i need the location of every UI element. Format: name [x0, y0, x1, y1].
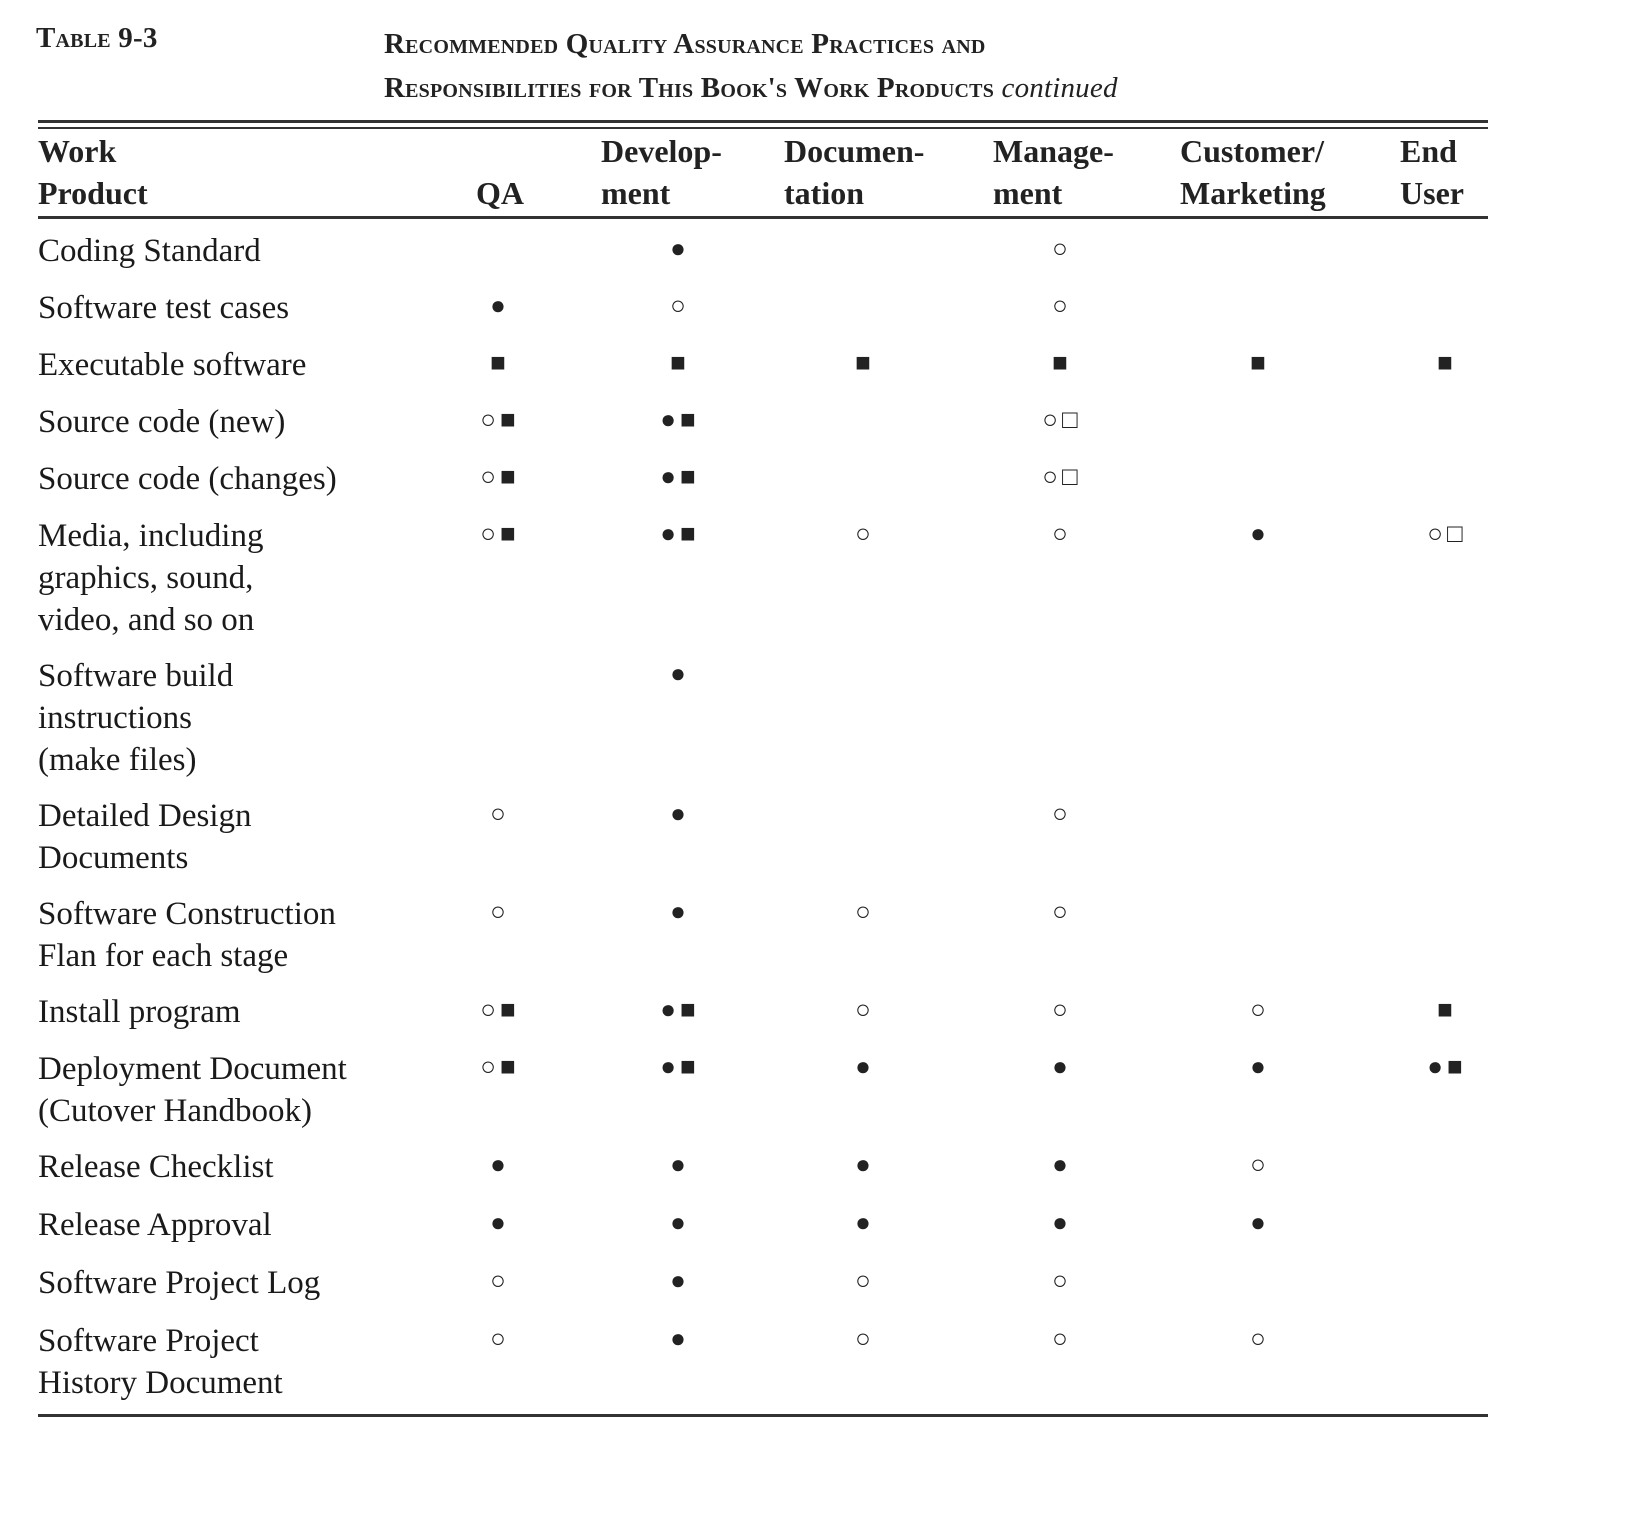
cell-customer-marketing-symbol-icon: ● [1250, 1208, 1270, 1237]
cell-customer-marketing-symbol-icon: ● [1250, 519, 1270, 548]
column-header-line2: ment [601, 175, 671, 211]
column-header-line2: User [1400, 175, 1464, 211]
cell-management-symbol-icon: ● [1052, 1208, 1072, 1237]
cell-documentation-symbol-icon: ■ [855, 348, 875, 377]
work-product-label: Media, including graphics, sound, video, and so on [38, 518, 264, 638]
work-product-label: Software test cases [38, 290, 290, 326]
cell-qa-symbol-icon: ○ [490, 897, 510, 926]
cell-management-symbol-icon: ○ [1052, 1324, 1072, 1353]
cell-qa-symbol-icon: ○■ [480, 405, 520, 434]
work-product-label: Software Project Log [38, 1265, 321, 1301]
cell-development-symbol-icon: ●■ [660, 462, 700, 491]
cell-management-symbol-icon: ○ [1052, 1266, 1072, 1295]
cell-development-symbol-icon: ●■ [660, 519, 700, 548]
column-header-line1 [476, 130, 524, 172]
work-product-label: Detailed Design Documents [38, 798, 252, 876]
cell-development-symbol-icon: ■ [670, 348, 690, 377]
cell-management-symbol-icon: ○ [1052, 995, 1072, 1024]
cell-end-user-symbol-icon: ■ [1437, 348, 1457, 377]
cell-qa-symbol-icon: ● [490, 1150, 510, 1179]
work-product-label: Executable software [38, 347, 307, 383]
column-header-line2: Product [38, 175, 148, 211]
cell-management-symbol-icon: ○ [1052, 291, 1072, 320]
cell-development-symbol-icon: ● [670, 897, 690, 926]
cell-development-symbol-icon: ● [670, 659, 690, 688]
cell-management-symbol-icon: ■ [1052, 348, 1072, 377]
cell-development-symbol-icon: ● [670, 1208, 690, 1237]
column-header-development [601, 130, 722, 214]
cell-qa-symbol-icon: ● [490, 1208, 510, 1237]
column-header-documentation [784, 130, 924, 214]
cell-development-symbol-icon: ● [670, 799, 690, 828]
cell-development-symbol-icon: ○ [670, 291, 690, 320]
top-rule [38, 120, 1488, 123]
cell-development-symbol-icon: ● [670, 1266, 690, 1295]
cell-management-symbol-icon: ○ [1052, 897, 1072, 926]
column-header-line1: Develop- [601, 133, 722, 169]
cell-end-user-symbol-icon: ○□ [1427, 519, 1467, 548]
cell-documentation-symbol-icon: ● [855, 1052, 875, 1081]
cell-development-symbol-icon: ●■ [660, 995, 700, 1024]
cell-end-user-symbol-icon: ●■ [1427, 1052, 1467, 1081]
cell-management-symbol-icon: ○□ [1042, 405, 1082, 434]
cell-documentation-symbol-icon: ○ [855, 1324, 875, 1353]
column-header-line1: Documen- [784, 133, 925, 169]
cell-documentation-symbol-icon: ○ [855, 1266, 875, 1295]
column-header-management [993, 130, 1114, 214]
column-header-line1: End [1400, 133, 1457, 169]
cell-development-symbol-icon: ●■ [660, 1052, 700, 1081]
work-product-label: Source code (changes) [38, 461, 337, 497]
cell-documentation-symbol-icon: ● [855, 1150, 875, 1179]
cell-documentation-symbol-icon: ○ [855, 897, 875, 926]
cell-management-symbol-icon: ○ [1052, 519, 1072, 548]
column-header-line1: Customer/ [1180, 133, 1324, 169]
table-title [384, 22, 1118, 110]
cell-customer-marketing-symbol-icon: ○ [1250, 1150, 1270, 1179]
cell-qa-symbol-icon: ○■ [480, 519, 520, 548]
column-header-end-user [1400, 130, 1464, 214]
column-header-line1: Work [38, 133, 117, 169]
header-rule [38, 216, 1488, 219]
cell-qa-symbol-icon: ● [490, 291, 510, 320]
cell-management-symbol-icon: ● [1052, 1052, 1072, 1081]
work-product-label: Deployment Document (Cutover Handbook) [38, 1051, 347, 1129]
column-header-line2: ment [993, 175, 1063, 211]
cell-qa-symbol-icon: ○ [490, 799, 510, 828]
column-header-line1: Manage- [993, 133, 1114, 169]
column-header-line2: QA [476, 175, 524, 211]
cell-management-symbol-icon: ○ [1052, 234, 1072, 263]
column-header-line2: Marketing [1180, 175, 1326, 211]
cell-documentation-symbol-icon: ○ [855, 519, 875, 548]
cell-customer-marketing-symbol-icon: ■ [1250, 348, 1270, 377]
column-header-customer-marketing [1180, 130, 1326, 214]
cell-documentation-symbol-icon: ● [855, 1208, 875, 1237]
cell-qa-symbol-icon: ■ [490, 348, 510, 377]
cell-qa-symbol-icon: ○■ [480, 1052, 520, 1081]
column-header-line2: tation [784, 175, 864, 211]
cell-management-symbol-icon: ● [1052, 1150, 1072, 1179]
table-number: Table 9-3 [36, 22, 158, 54]
cell-end-user-symbol-icon: ■ [1437, 995, 1457, 1024]
work-product-label: Source code (new) [38, 404, 286, 440]
cell-documentation-symbol-icon: ○ [855, 995, 875, 1024]
work-product-label: Release Approval [38, 1207, 272, 1243]
cell-qa-symbol-icon: ○ [490, 1266, 510, 1295]
cell-qa-symbol-icon: ○ [490, 1324, 510, 1353]
cell-qa-symbol-icon: ○■ [480, 995, 520, 1024]
continued-label: continued [1001, 72, 1118, 104]
top-rule-second [38, 127, 1488, 129]
work-product-label: Release Checklist [38, 1149, 274, 1185]
cell-customer-marketing-symbol-icon: ● [1250, 1052, 1270, 1081]
work-product-label: Software Construction Flan for each stage [38, 896, 336, 974]
column-header-work-product [38, 130, 148, 214]
cell-development-symbol-icon: ● [670, 1324, 690, 1353]
cell-customer-marketing-symbol-icon: ○ [1250, 1324, 1270, 1353]
cell-qa-symbol-icon: ○■ [480, 462, 520, 491]
table-title-line2 [384, 66, 1118, 110]
cell-management-symbol-icon: ○□ [1042, 462, 1082, 491]
work-product-label: Software Project History Document [38, 1323, 283, 1401]
cell-customer-marketing-symbol-icon: ○ [1250, 995, 1270, 1024]
cell-development-symbol-icon: ●■ [660, 405, 700, 434]
table-title-line1: Recommended Quality Assurance Practices and [384, 28, 986, 60]
work-product-label: Install program [38, 994, 241, 1030]
cell-development-symbol-icon: ● [670, 234, 690, 263]
work-product-label: Software build instructions (make files) [38, 658, 234, 778]
bottom-rule [38, 1414, 1488, 1417]
cell-management-symbol-icon: ○ [1052, 799, 1072, 828]
work-product-label: Coding Standard [38, 233, 261, 269]
cell-development-symbol-icon: ● [670, 1150, 690, 1179]
column-header-qa [476, 130, 524, 214]
table-title-line2-text: Responsibilities for This Book's Work Products [384, 72, 995, 104]
